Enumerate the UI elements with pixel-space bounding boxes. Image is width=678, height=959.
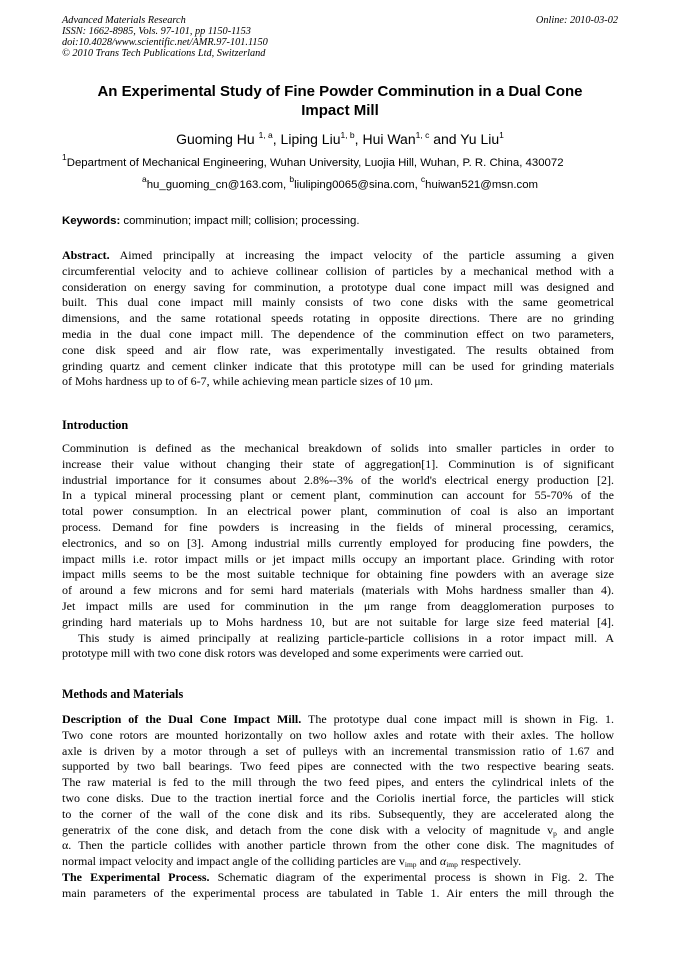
- affiliation: [62, 152, 632, 170]
- abstract-text: Aimed principally at increasing the impact velocity of the particle assuming a given: [109, 248, 614, 262]
- desc-text: and: [416, 854, 440, 869]
- desc-text: generatrix of the cone disk, and detach from the cone disk with a velocity of magnitude v: [62, 822, 554, 837]
- title-line-1: An Experimental Study of Fine Powder Comminution in a Dual Cone: [97, 83, 583, 100]
- desc-text: respectively.: [457, 854, 522, 869]
- intro-line: electronics, and so on [3]. Among industrial mills currently employed for producing fine powders, the: [62, 535, 614, 550]
- intro-line: impact mills i.e. rotor impact mills or jet impact mills occupy an important place. Grinding with rotor: [62, 551, 614, 566]
- author-sep-1: ,: [272, 131, 281, 147]
- author-1: Guoming Hu: [176, 131, 255, 147]
- intro-line: impact mills seems to be the most suitable technique for obtaining fine powders with an average size: [62, 567, 614, 582]
- methods-line: [62, 854, 614, 870]
- affiliation-text: Department of Mechanical Engineering, Wuhan University, Luojia Hill, Wuhan, P. R. China, 430072: [66, 157, 564, 169]
- author-3: Hui Wan: [362, 131, 416, 147]
- author-1-sup: 1, a: [258, 130, 273, 140]
- author-4-sup: 1: [499, 130, 504, 140]
- desc-text: The prototype dual cone impact mill is shown in Fig. 1.: [301, 712, 614, 726]
- aimp-subscript: imp: [446, 860, 458, 870]
- journal-doi: doi:10.4028/www.scientific.net/AMR.97-101.1150: [62, 37, 268, 48]
- methods-line: to the corner of the wall of the cone disk and its ribs. Subsequently, they are accelerated along the: [62, 806, 614, 821]
- introduction-heading: Introduction: [62, 418, 129, 432]
- intro-line: prototype mill with two cone disk rotors was developed and some experiments were carried out.: [62, 646, 524, 661]
- abstract-label: Abstract.: [62, 248, 110, 262]
- intro-line: grinding hard materials up to Mohs hardness 10, but are not suitable for large size feed material [4].: [62, 614, 614, 629]
- author-emails: [40, 174, 640, 192]
- methods-body: [62, 712, 614, 902]
- email-c: huiwan521@msn.com: [425, 179, 539, 191]
- methods-line: [62, 823, 614, 839]
- abstract-line: built. This dual cone impact mill mainly consists of two cone disks with the same geometrical: [62, 295, 614, 310]
- methods-line: main parameters of the experimental process are tabulated in Table 1. Air enters the mill through the: [62, 885, 614, 900]
- intro-line: increase their value without changing their state of aggregation[1]. Comminution is of significant: [62, 456, 614, 471]
- methods-heading: Methods and Materials: [62, 687, 184, 701]
- introduction-body: [62, 441, 614, 662]
- email-c-sup: c: [420, 174, 426, 184]
- author-3-sup: 1, c: [415, 130, 430, 140]
- intro-line: process. Demand for fine powders is increasing in the fields of mineral processing, ceramics,: [62, 519, 614, 534]
- author-4: Yu Liu: [460, 131, 500, 147]
- abstract-line: consideration on energy saving for comminution, a prototype dual cone impact mill was designed and: [62, 279, 614, 294]
- email-a-sup: a: [141, 174, 147, 184]
- keywords-text: comminution; impact mill; collision; processing.: [120, 215, 360, 227]
- email-a: hu_guoming_cn@163.com,: [146, 179, 290, 191]
- abstract-line: dimensions, and the same rotational speeds rotating in opposite directions. There are no grinding: [62, 311, 614, 326]
- methods-line: axle is driven by a motor through a set of pulleys with an incremental transmission ratio of 1.67 and: [62, 743, 614, 758]
- paper-title: [70, 82, 610, 120]
- abstract-line: grinding quartz and cement clinker indicate that this prototype mill can be used for grinding materials: [62, 358, 614, 373]
- author-list: [40, 130, 640, 148]
- methods-line: supported by two ball bearings. Two feed pipes are connected with the two respective bearing seats.: [62, 759, 614, 774]
- intro-line: This study is aimed principally at realizing particle-particle collisions in a rotor impact mill. A: [78, 630, 614, 645]
- author-sep-2: ,: [354, 131, 363, 147]
- abstract-line: media in the dual cone impact mill. The dependence of the comminution effect on two parameters,: [62, 326, 614, 341]
- exp-text: Schematic diagram of the experimental process is shown in Fig. 2. The: [209, 869, 614, 884]
- abstract-line: circumferential velocity and to achieve collinear collision of particles by a mechanical method with a: [62, 263, 614, 278]
- abstract-line: [62, 248, 614, 264]
- email-b: liuliping0065@sina.com,: [294, 179, 421, 191]
- affiliation-sup: 1: [62, 152, 67, 162]
- journal-issn: ISSN: 1662-8985, Vols. 97-101, pp 1150-1153: [62, 26, 251, 37]
- journal-header: [62, 15, 618, 59]
- online-date: Online: 2010-03-02: [535, 15, 618, 26]
- intro-line: industrial importance for it consumes about 2.8%--3% of the world's electrical energy production [2].: [62, 472, 614, 487]
- intro-line: Comminution is defined as the mechanical breakdown of solids into smaller particles in order to: [62, 441, 614, 455]
- alpha-symbol: α: [439, 854, 447, 869]
- desc-label: Description of the Dual Cone Impact Mill.: [62, 712, 302, 726]
- methods-line: [62, 870, 614, 886]
- abstract-line: cone disk speed and air flow rate, was experimentally investigated. The results obtained from: [62, 342, 614, 357]
- author-2-sup: 1, b: [340, 130, 355, 140]
- email-b-sup: b: [289, 174, 295, 184]
- author-2: Liping Liu: [280, 131, 341, 147]
- desc-text: and angle: [556, 822, 614, 837]
- exp-label: The Experimental Process.: [62, 869, 210, 884]
- methods-line: [62, 712, 614, 728]
- keywords-label: Keywords:: [62, 215, 121, 227]
- vimp-subscript: imp: [404, 860, 417, 870]
- desc-text: normal impact velocity and impact angle of the colliding particles are v: [62, 854, 405, 869]
- title-line-2: Impact Mill: [301, 102, 379, 119]
- journal-copyright: © 2010 Trans Tech Publications Ltd, Switzerland: [62, 48, 266, 59]
- journal-name: Advanced Materials Research: [62, 15, 186, 26]
- intro-line: of around a few microns and for semi hard materials (materials with Mohs hardness smaller than 4).: [62, 583, 614, 598]
- intro-line: Jet impact mills are used for comminution in the μm range from deagglomeration purposes to: [62, 598, 614, 613]
- abstract-line: of Mohs hardness up to of 6-7, while achieving mean particle sizes of 10 μm.: [62, 374, 434, 389]
- methods-line: two cone disks. Due to the traction inertial force and the Coriolis inertial force, the particles will stick: [62, 790, 614, 805]
- methods-line: α. Then the particle collides with another particle thrown from the other cone disk. The magnitudes of: [62, 838, 614, 853]
- intro-line: In a typical mineral processing plant or cement plant, comminution can account for 55-70% of the: [62, 488, 614, 503]
- keywords: [62, 214, 618, 228]
- methods-line: Two cone rotors are mounted horizontally on two hollow axles and rotate with their axles. The hollow: [62, 727, 614, 742]
- author-and: and: [429, 131, 461, 147]
- intro-line: total power consumption. In an electrical power plant, comminution of coal is also an important: [62, 504, 614, 519]
- abstract: [62, 248, 614, 390]
- vp-subscript: p: [553, 828, 557, 838]
- methods-line: The raw material is fed to the mill through the two feed pipes, and enters the cylindrical inlets of the: [62, 775, 614, 790]
